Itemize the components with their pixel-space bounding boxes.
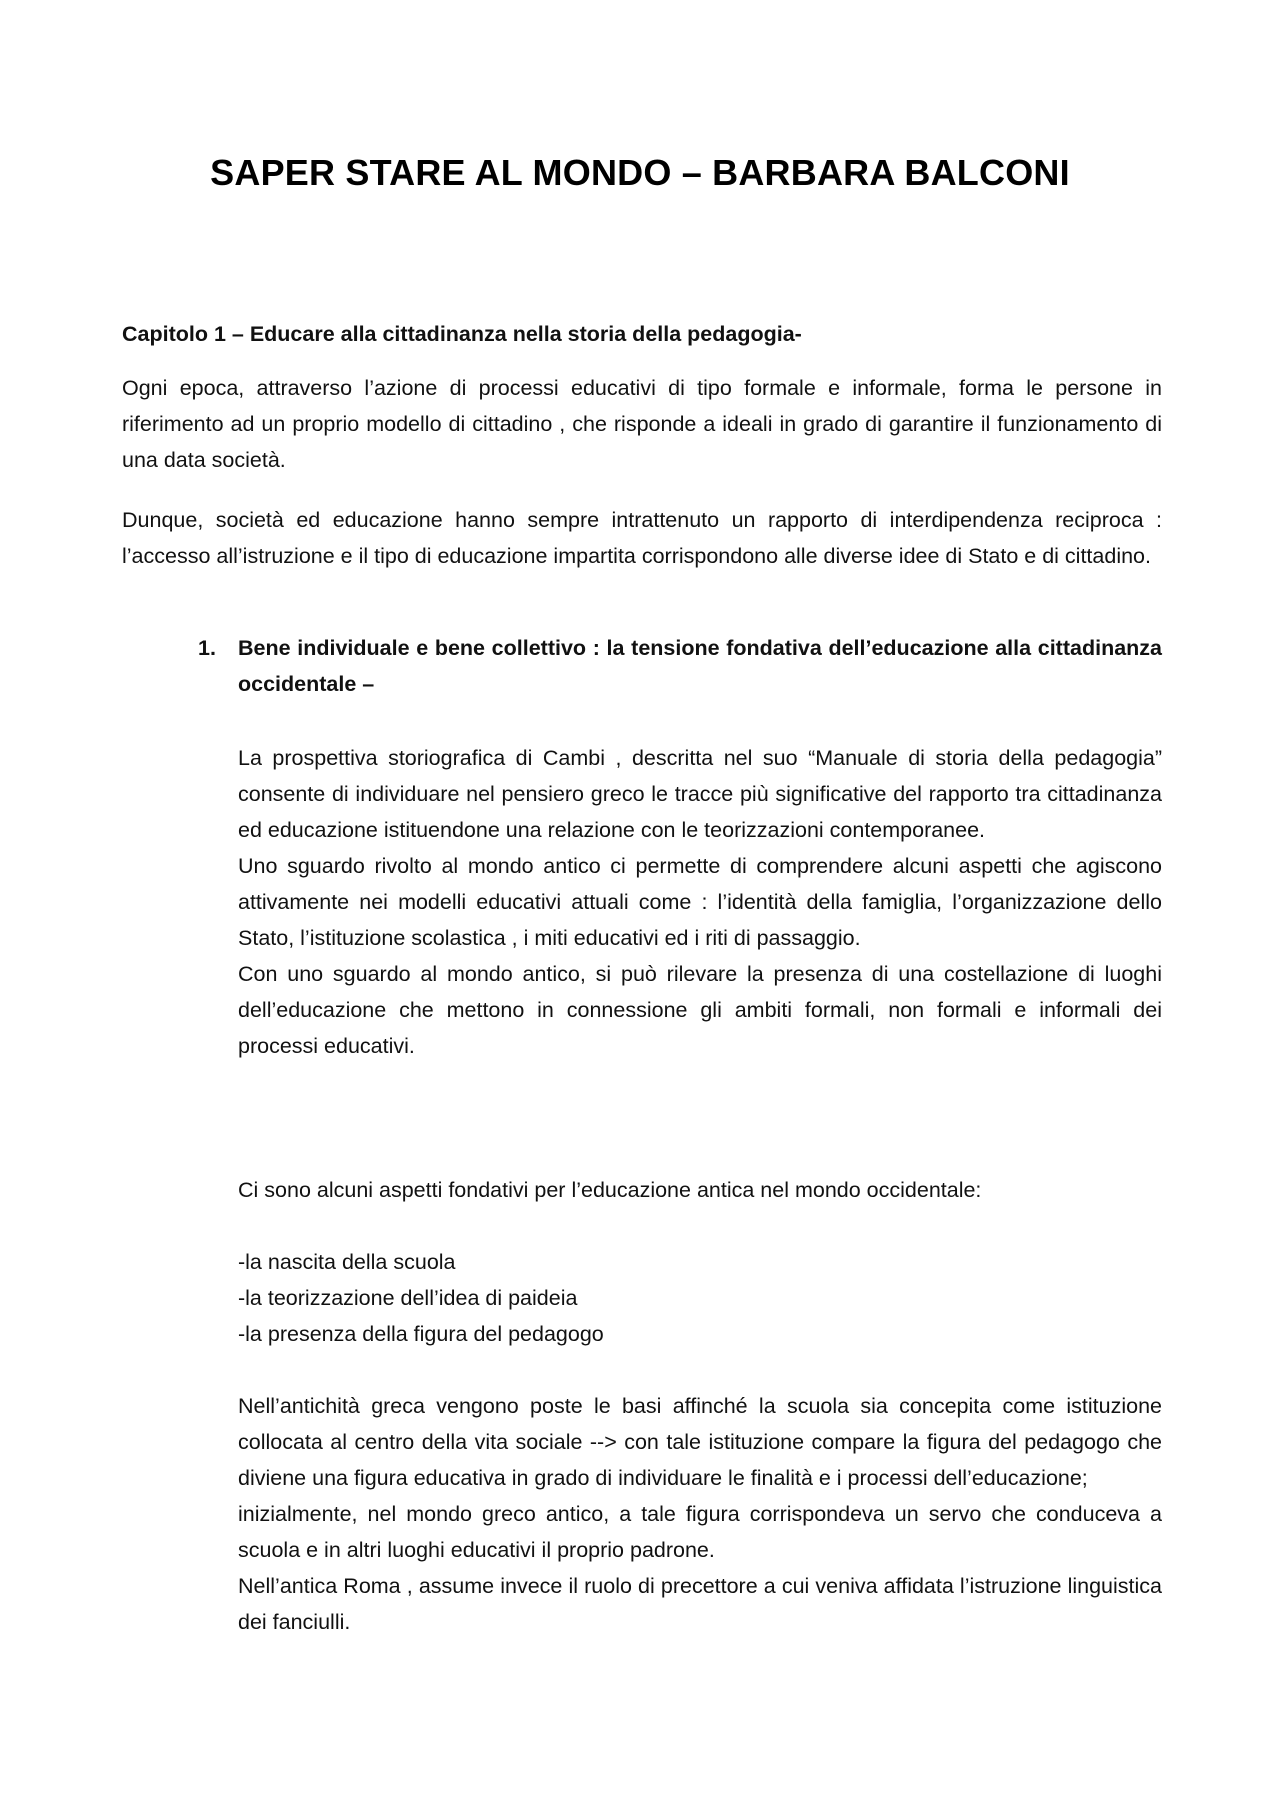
chapter-heading: Capitolo 1 – Educare alla cittadinanza nella storia della pedagogia- [122, 322, 802, 346]
section-heading-text: Bene individuale e bene collettivo : la tensione fondativa dell’educazione alla cittadinanza occidentale – [238, 636, 1162, 696]
intro-paragraph-2: Dunque, società ed educazione hanno sempre intrattenuto un rapporto di interdipendenza reciproca : l’accesso all’istruzione e il tipo di educazione impartita corrispondono alle diverse idee di Stato e di cittadino. [122, 508, 1162, 568]
intro-paragraph-1: Ogni epoca, attraverso l’azione di processi educativi di tipo formale e informale, forma le persone in riferimento ad un proprio modello di cittadino , che risponde a ideali in grado di garantire il funzionamento di una data società. [122, 376, 1162, 472]
section-paragraph-2: Uno sguardo rivolto al mondo antico ci permette di comprendere alcuni aspetti che agiscono attivamente nei modelli educativi attuali come : l’identità della famiglia, l’organizzazione dello Stato, l’istituzione scolastica , i miti educativi ed i riti di passaggio. [238, 854, 1162, 950]
closing-body [238, 1388, 1162, 1640]
document-title: SAPER STARE AL MONDO – BARBARA BALCONI [210, 152, 1070, 193]
section-paragraph-1: La prospettiva storiografica di Cambi , descritta nel suo “Manuale di storia della pedagogia” consente di individuare nel pensiero greco le tracce più significative del rapporto tra cittadinanza ed educazione istituendone una relazione con le teorizzazioni contemporanee. [238, 746, 1162, 842]
list-item: -la teorizzazione dell’idea di paideia [238, 1286, 578, 1310]
closing-paragraph-2: inizialmente, nel mondo greco antico, a tale figura corrispondeva un servo che conduceva a scuola e in altri luoghi educativi il proprio padrone. [238, 1502, 1162, 1562]
section-body [238, 740, 1162, 1064]
section-number: 1. [198, 636, 216, 660]
list-item: -la nascita della scuola [238, 1250, 456, 1274]
aspects-list [238, 1244, 1162, 1352]
closing-paragraph-3: Nell’antica Roma , assume invece il ruolo di precettore a cui veniva affidata l’istruzione linguistica dei fanciulli. [238, 1574, 1162, 1634]
list-intro: Ci sono alcuni aspetti fondativi per l’educazione antica nel mondo occidentale: [238, 1178, 982, 1202]
list-item: -la presenza della figura del pedagogo [238, 1322, 604, 1346]
section-paragraph-3: Con uno sguardo al mondo antico, si può rilevare la presenza di una costellazione di luoghi dell’educazione che mettono in connessione gli ambiti formali, non formali e informali dei processi educativi. [238, 962, 1162, 1058]
closing-paragraph-1: Nell’antichità greca vengono poste le basi affinché la scuola sia concepita come istituzione collocata al centro della vita sociale --> con tale istituzione compare la figura del pedagogo che diviene una figura educativa in grado di individuare le finalità e i processi dell’educazione; [238, 1394, 1162, 1490]
